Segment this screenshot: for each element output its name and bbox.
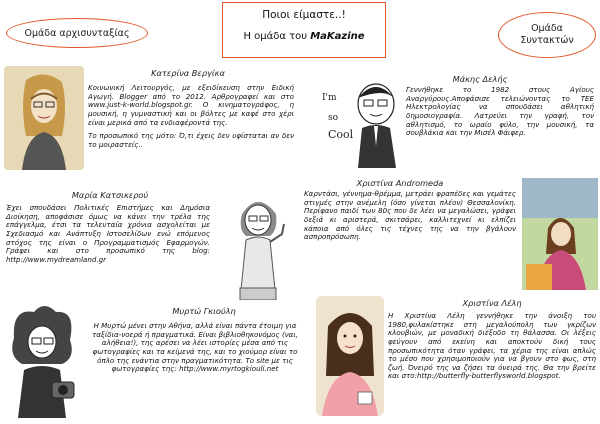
member-bio-myrto <box>90 322 300 379</box>
bio-text: Κοινωνική Λειτουργός, με εξειδίκευση στην Ειδική Αγωγή. Blogger από το 2012. Αρθρογραφεί και στο www.just-k-world.blogspot.gr. Ο κινηματογράφος, η μουσική, η γυμναστική και οι βόλτες με καφέ στο χέρι είναι μερικά από τα ενδιαφέροντά της. <box>88 83 294 127</box>
svg-text:so: so <box>328 113 339 123</box>
page-subtitle <box>223 31 385 42</box>
editorial-team-label: Ομάδα αρχισυνταξίας <box>24 27 130 39</box>
svg-text:Cool: Cool <box>328 128 354 141</box>
member-bio-leli <box>388 312 596 386</box>
bio-text: Η Μυρτώ μένει στην Αθήνα, αλλά είναι πάντα έτοιμη για ταξίδια-νοερά ή πραγματικά. Είναι βιβλιοθηκονόμος (ναι, αλήθεια!), της αρέσει να λέει ιστορίες μέσα από τις φωτογραφίες και τα κείμενά της, και το χιούμορ είναι το όπλο της ενάντια στην πραγματικότητα. Το site με τις φωτογραφίες της: http://www.myrtogkiouli.net <box>91 321 299 374</box>
member-bio-maria <box>6 204 210 269</box>
avatar-makis <box>318 76 404 168</box>
member-bio-makis <box>406 86 594 143</box>
writers-team-label-2: Συντακτών <box>520 35 574 46</box>
writers-team-label-1: Ομάδα <box>531 23 563 35</box>
page-title-box <box>222 2 386 58</box>
avatar-katerina <box>4 66 84 170</box>
magazine-brand: MaKazine <box>310 31 365 42</box>
member-name-myrto: Μυρτώ Γκιούλη <box>172 306 236 316</box>
member-name-andromeda: Χριστίνα Andromeda <box>356 178 444 188</box>
bio-motto: Το προσωπικό της μότο: Ό,τι έχεις δεν υφίστατaι αν δεν το μοιραστείς.. <box>88 131 294 149</box>
avatar-leli <box>316 296 384 416</box>
member-name-leli: Χριστίνα Λέλη <box>462 298 522 308</box>
member-bio-andromeda <box>304 190 516 247</box>
avatar-myrto <box>4 298 82 418</box>
member-bio-katerina <box>88 84 294 154</box>
subtitle-prefix: Η ομάδα του <box>243 31 311 42</box>
svg-text:I'm: I'm <box>322 93 337 103</box>
writers-team-badge <box>498 12 596 58</box>
member-name-makis: Μάκης Δελής <box>452 74 508 84</box>
member-name-katerina: Κατερίνα Βεργίκα <box>151 68 225 78</box>
member-name-maria: Μαρία Κατσικερού <box>71 190 149 200</box>
bio-text: Η Χριστίνα Λέλη γεννήθηκε την άνοιξη του 1980,φυλακίστηκε στη μεγαλούπολη των γκρίζων κλουβιών, με μοναδική διέξοδο τη θάλασσα. Οι λέξεις φεύγουν από εκείνη και αποκτούν δική τους προσωπικότητα όταν γράφει, τα χέρια της είναι απλώς το μέσο που χρησιμοποιούν για να βγουν στο φως, στη ζωή. Όνειρό της να ζήσει τα όνειρά της. Θα την βρείτε και στο:http://butterfly-butterflysworld.blogspot. <box>388 311 596 381</box>
avatar-andromeda <box>522 178 598 290</box>
avatar-maria <box>218 184 298 300</box>
bio-text: Γεννήθηκε το 1982 στους Αγίους Αναργύρους.Αποφάσισε τελειώνοντας το ΤΕΕ Ηλεκτρολογίας να σπουδάσει αθλητική δημοσιογραφία. Λατρεύει την γραφή, τον αθλητισμό, το ωραίο φύλο, την μουσική, τα σουβλάκια και την Μισέλ Φάιφερ. <box>406 85 594 138</box>
bio-text: Καρντάσι, γέννημα-θρέμμα, μετράει φραπέδες και γεμάτες στιγμές στην ανέμελη (όσο γίνεται πλέον) Θεσσαλονίκη. Περίφανο παιδί των 80ς που δε λέει να μεγαλώσει, γράφει δεξιά κι αριστερά, σκιτσάρει, καλλιτεχνεί κι ελπίζει κάποια από όλες τις τέχνες της να την βγάλουν ασπροπρόσωπη. <box>304 189 516 242</box>
editorial-team-badge <box>6 18 148 48</box>
bio-text: Έχει σπουδάσει Πολιτικές Επιστήμες και Δημόσια Διοίκηση, αποφάσισε όμως να κάνει την τρέλα της επάγγελμα, έτσι τα τελευταία χρόνια ασχολείται με Σχεδιασμό και Ανάπτυξη Ιστοσελίδων ενώ επόμενος στόχος της είναι ο Προγραμματισμός Εφαρμογών. Γράφει και στο προσωπικό της blog: http://www.mydreamland.gr <box>6 203 210 264</box>
page-title: Ποιοι είμαστε..! <box>262 9 346 21</box>
